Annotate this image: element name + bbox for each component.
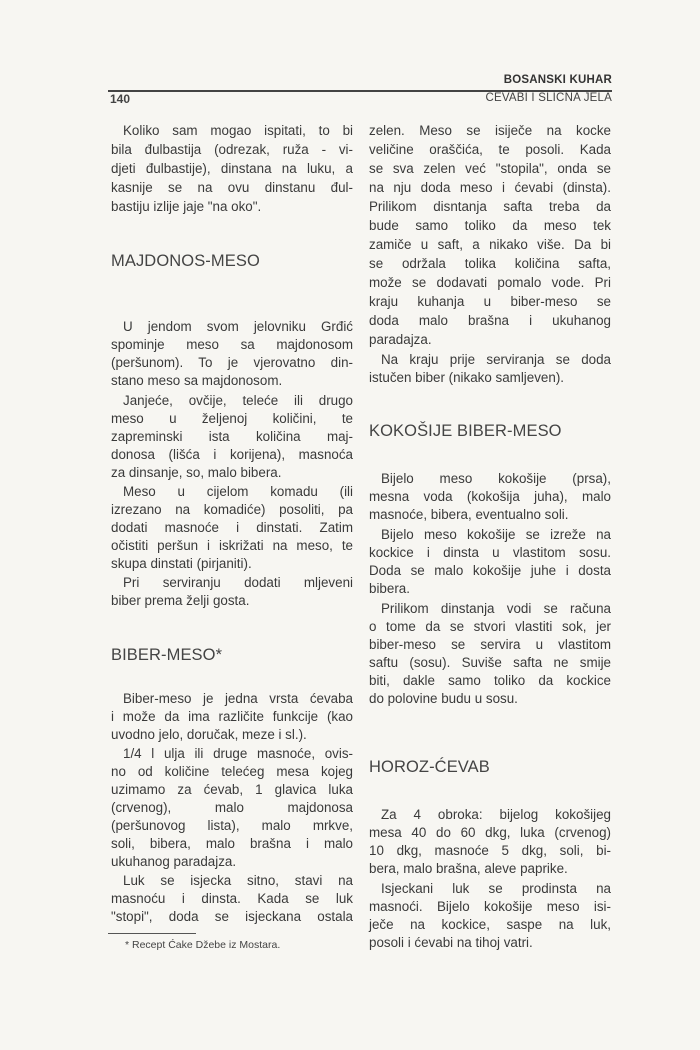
- text-line: posoli i ćevabi na tihoj vatri.: [369, 935, 533, 950]
- text-line: kasnije se na ovu dinstanu đul-: [111, 180, 353, 195]
- text-line: mesa 40 do 60 dkg, luka (crvenog): [369, 825, 611, 840]
- text-line: biber-meso se servira u vlastitom: [369, 637, 611, 652]
- text-line: Isjeckani luk se prodinsta na: [381, 881, 611, 896]
- section-heading-biber-meso: BIBER-MESO*: [111, 646, 223, 664]
- text-line: može se dodavati pomalo vode. Pri: [369, 275, 611, 290]
- text-line: se održala tolika količina safta,: [369, 256, 611, 271]
- text-line: i može da ima različite funkcije (kao: [111, 709, 353, 724]
- text-line: Luk se isjecka sitno, stavi na: [123, 873, 353, 888]
- text-line: ječe na kockice, saspe na luk,: [369, 917, 611, 932]
- text-line: (peršunom). To je vjerovatno din-: [111, 355, 353, 370]
- text-line: do polovine budu u sosu.: [369, 691, 518, 706]
- text-line: biti, dakle samo toliko da kockice: [369, 673, 611, 688]
- text-line: o tome da se stvori vlastiti sok, jer: [369, 619, 611, 634]
- text-line: biber prema želji gosta.: [111, 593, 250, 608]
- text-line: Prilikom disntanja safta treba da: [369, 199, 611, 214]
- text-line: istučen biber (nikako samljeven).: [369, 370, 564, 385]
- text-line: masnoću i dinsta. Kada se luk: [111, 891, 353, 906]
- text-line: bibera.: [369, 581, 410, 596]
- text-line: no od količine telećeg mesa kojeg: [111, 764, 353, 779]
- text-line: (crvenog), malo majdonosa: [111, 800, 353, 815]
- text-line: Koliko sam mogao ispitati, to bi: [123, 123, 353, 138]
- text-line: donosa (lišća i korijena), masnoća: [111, 447, 353, 462]
- text-line: doda malo brašna i ukuhanog: [369, 313, 611, 328]
- text-line: zapreminski ista količina maj-: [111, 429, 353, 444]
- running-header-book-title: BOSANSKI KUHAR: [503, 74, 612, 86]
- text-line: bastiju izlije jaje "na oko".: [111, 199, 262, 214]
- text-line: 10 dkg, masnoće 5 dkg, soli, bi-: [369, 843, 611, 858]
- text-line: (peršunovog lista), malo mrkve,: [111, 818, 353, 833]
- running-header-chapter-title: ĆEVABI I SLIČNA JELA: [485, 92, 612, 104]
- text-line: zelen. Meso se isiječe na kocke: [369, 123, 611, 138]
- text-line: skupa dinstati (pirjaniti).: [111, 556, 252, 571]
- text-line: uvodno jelo, doručak, meze i sl.).: [111, 727, 307, 742]
- text-line: bera, malo brašna, aleve paprike.: [369, 861, 568, 876]
- footnote: * Recept Ćake Džebe iz Mostara.: [125, 939, 281, 951]
- text-line: stano meso sa majdonosom.: [111, 373, 283, 388]
- text-line: očistiti peršun i iskrižati na meso, te: [111, 538, 353, 553]
- text-line: mesna voda (kokošija juha), malo: [369, 489, 611, 504]
- text-line: 1/4 l ulja ili druge masnoće, ovis-: [123, 746, 353, 761]
- text-line: "stopi", doda se isjeckana ostala: [111, 909, 353, 924]
- text-line: masnoći. Bijelo kokošije meso isi-: [369, 899, 611, 914]
- text-line: veličine oraščića, te posoli. Kada: [369, 142, 611, 157]
- text-line: bila đulbastija (odrezak, ruža - vi-: [111, 142, 353, 157]
- text-line: djeti đulbastije), dinstana na luku, a: [111, 161, 353, 176]
- section-heading-kokosije-biber-meso: KOKOŠIJE BIBER-MESO: [369, 422, 562, 440]
- text-line: Prilikom dinstanja vodi se računa: [381, 601, 611, 616]
- text-line: bude samo toliko da meso tek: [369, 218, 611, 233]
- text-line: na nju doda meso i ćevabi (dinsta).: [369, 180, 611, 195]
- text-line: zamiče u saft, a nikako više. Da bi: [369, 237, 611, 252]
- text-line: meso u željenoj količini, te: [111, 411, 353, 426]
- page-number: 140: [110, 92, 131, 106]
- footnote-rule: [108, 933, 196, 934]
- section-heading-horoz-cevab: HOROZ-ĆEVAB: [369, 758, 490, 776]
- text-line: Doda se malo kokošije juhe i dosta: [369, 563, 611, 578]
- text-line: Pri serviranju dodati mljeveni: [123, 575, 353, 590]
- text-line: ukuhanog paradajza.: [111, 854, 237, 869]
- text-line: paradajza.: [369, 332, 432, 347]
- text-line: U jendom svom jelovniku Grđić: [123, 319, 353, 334]
- text-line: soli, bibera, malo brašna i malo: [111, 836, 353, 851]
- text-line: masnoće, bibera, eventualno soli.: [369, 507, 569, 522]
- text-line: izrezano na komadiće) posoliti, pa: [111, 502, 353, 517]
- text-line: kockice i dinsta u vlastitom sosu.: [369, 545, 611, 560]
- text-line: saftu (sosu). Suviše safta ne smije: [369, 655, 611, 670]
- text-line: kraju kuhanja u biber-meso se: [369, 294, 611, 309]
- text-line: uzimamo za ćevab, 1 glavica luka: [111, 782, 353, 797]
- text-line: dodati masnoće i dinstati. Zatim: [111, 520, 353, 535]
- text-line: Meso u cijelom komadu (ili: [123, 484, 353, 499]
- text-line: Biber-meso je jedna vrsta ćevaba: [123, 691, 353, 706]
- text-line: Bijelo meso kokošije se izreže na: [381, 527, 611, 542]
- text-line: Bijelo meso kokošije (prsa),: [381, 471, 611, 486]
- text-line: spominje meso sa majdonosom: [111, 337, 353, 352]
- text-line: Na kraju prije serviranja se doda: [381, 352, 611, 367]
- text-line: Za 4 obroka: bijelog kokošijeg: [381, 807, 611, 822]
- section-heading-majdonos-meso: MAJDONOS-MESO: [111, 252, 260, 270]
- text-line: Janjeće, ovčije, teleće ili drugo: [123, 393, 353, 408]
- text-line: se sva zelen već "stopila", onda se: [369, 161, 611, 176]
- text-line: za dinsanje, so, malo bibera.: [111, 465, 282, 480]
